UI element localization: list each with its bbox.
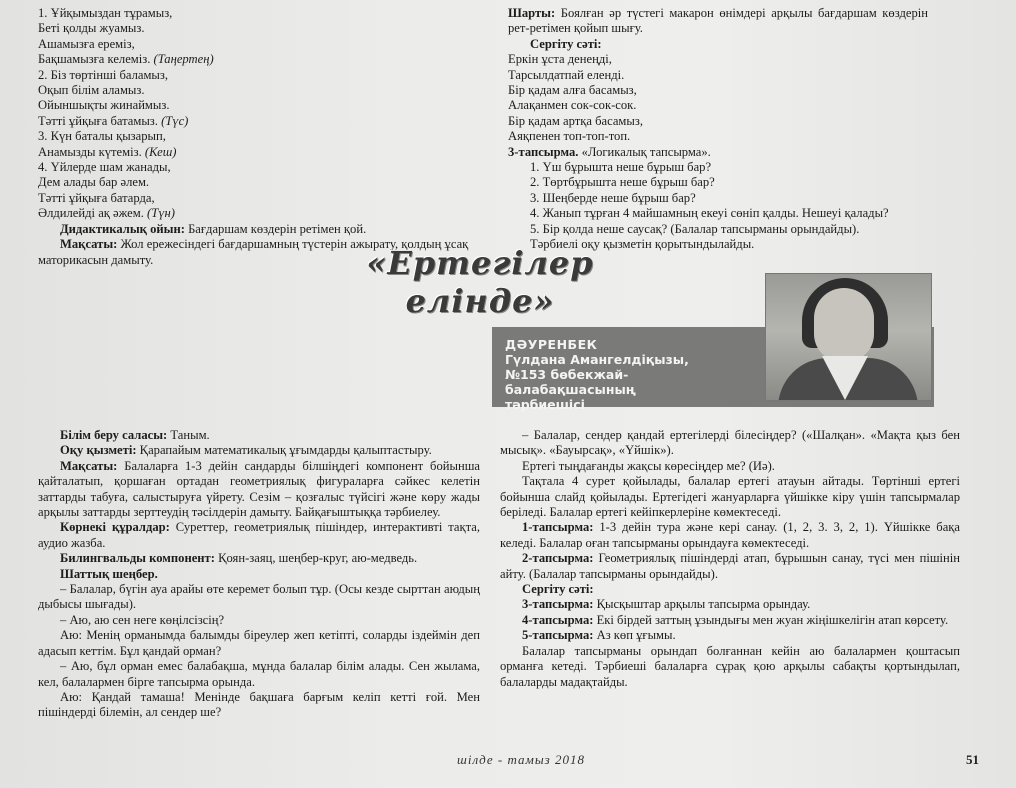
- verse-line: Бір қадам артқа басамыз,: [508, 113, 643, 128]
- magazine-issue: шілде - тамыз 2018: [457, 752, 585, 767]
- author-photo: [765, 273, 932, 401]
- poem-line: Ойыншықты жинаймыз.: [38, 98, 170, 113]
- task-5: 5-тапсырма: Аз көп ұғымы.: [522, 628, 676, 643]
- exercise-verse: [508, 52, 928, 144]
- goals: Мақсаты: Балаларға 1-3 дейін сандарды білшіңдегі компонент бойынша қайталатып, қоршаған ортадан геометриялық фигураларға сәйкес келетін заттарды табуға, салыстыруға үйрету. Сезім – қозғалыс түйсігі және көру жады арқылы заттарды зерттеудің тәсілдерін дамыту. Байқағыштыққа тәрбиелеу.: [38, 458, 480, 520]
- task-1: 1-тапсырма: 1-3 дейін тура және кері санау. (1, 2, 3. 3, 2, 1). Үйшікке бақа келеді. Балалар оған тапсырманы орындауға көмектеседі.: [500, 520, 960, 550]
- question-item: 1. Үш бұрышта неше бұрыш бар?: [530, 160, 712, 175]
- page-number: 51: [966, 752, 979, 767]
- final-paragraph: Балалар тапсырманы орындап болғаннан кейін аю балалармен қоштасып орманға кетеді. Тәрбиеші балаларға сұрақ қою арқылы сабақты қортындылап, балаларды мадақтайды.: [500, 643, 960, 689]
- top-right-column: [508, 6, 928, 253]
- question-item: 4. Жанып тұрған 4 майшамның екеуі сөніп қалды. Нешеуі қалады?: [530, 206, 889, 221]
- poem-line: Тәтті ұйқыға батарда,: [38, 190, 155, 205]
- poem-line: 3. Күн баталы қызарып,: [38, 129, 166, 144]
- dialog-line: Аю: Менің орманымда балымды біреулер жеп кетіпті, соларды іздеймін деп адасып кеттім. Бұл қандай орман?: [38, 628, 480, 658]
- logic-questions: [508, 160, 928, 237]
- sergitu-heading-2: Сергіту сәті:: [522, 582, 594, 597]
- sergitu-heading: Сергіту сәті:: [530, 36, 602, 51]
- circle-heading: Шаттық шеңбер.: [60, 566, 158, 581]
- paragraph-3: Тақтала 4 сурет қойылады, балалар ертегі атауын айтады. Төртінші ертегі бойынша слайд қойылады. Ертегідегі жануарларға үйшікке кіру үшін тапсырмалар беріледі. Балалар ертегі кейіпкерлеріне көмектеседі.: [500, 474, 960, 520]
- poem-line: Ашамызға ереміз,: [38, 36, 135, 51]
- question-item: 5. Бір қолда неше саусақ? (Балалар тапсырманы орындайды).: [530, 221, 860, 236]
- author-org-line1: №153 бөбекжай-: [505, 367, 629, 382]
- bottom-right-column: [500, 428, 960, 690]
- dialog-line: – Балалар, бүгін ауа арайы өте керемет болып тұр. (Осы кезде сырттан аюдың дыбысы шығады).: [38, 582, 480, 612]
- game-condition: Шарты: Боялған әр түстегі макарон өнімдері арқылы бағдаршам көздерін рет-ретімен қойып шығу.: [508, 6, 928, 36]
- didactic-goal: Мақсаты: Жол ережесіндегі бағдаршамның түстерін ажырату, қолдың ұсақ маторикасын дамыту.: [38, 237, 469, 267]
- poem-note: (Кеш): [141, 144, 177, 159]
- poem-line: 1. Ұйқымыздан тұрамыз,: [38, 6, 173, 20]
- author-surname: ДӘУРЕНБЕК: [505, 337, 598, 352]
- equipment: Көрнекі құралдар: Суреттер, геометриялық пішіндер, интерактивті тақта, аудио жазба.: [38, 520, 480, 550]
- task-4: 4-тапсырма: Екі бірдей заттың ұзындығы мен жуан жіңішкелігін атап көрсету.: [522, 612, 949, 627]
- author-role: тәрбиешісі: [505, 397, 585, 412]
- poem-note: (Таңертең): [150, 52, 214, 67]
- dialog-line: Аю: Қандай тамаша! Менінде бақшаға барғым келіп кетті ғой. Мен пішіндерді білемін, ал сендер ше?: [38, 689, 480, 720]
- task3-heading: 3-тапсырма. «Логикалық тапсырма».: [508, 144, 711, 159]
- bilingual: Билингвальды компонент: Қоян-заяц, шеңбер-круг, аю-медведь.: [60, 551, 418, 566]
- verse-line: Бір қадам алға басамыз,: [508, 83, 637, 98]
- poem-line: Бақшамызға келеміз. (Таңертең): [38, 52, 214, 67]
- paragraph-2: Ертегі тыңдағанды жақсы көресіңдер ме? (Иә).: [522, 458, 775, 473]
- didactic-game: Дидактикалық ойын: Бағдаршам көздерін ретімен қой.: [60, 221, 367, 236]
- poem-line: 2. Біз төртінші баламыз,: [38, 67, 169, 82]
- verse-line: Аяқпенен топ-топ-топ.: [508, 129, 631, 144]
- poem-line: Әлдилейді ақ әжем. (Түн): [38, 206, 175, 221]
- question-item: 3. Шеңберде неше бұрыш бар?: [530, 190, 696, 205]
- task-2: 2-тапсырма: Геометриялық пішіндерді атап, бұрышын санау, түсі мен пішінін айту. (Балалар тапсырманы орындайды).: [500, 551, 960, 581]
- poem-line: Оқып білім аламыз.: [38, 83, 145, 98]
- top-left-column: [38, 6, 478, 268]
- dialog-line: – Аю, аю сен неге көңілсізсің?: [60, 612, 225, 627]
- poem-line: Дем алады бар әлем.: [38, 175, 150, 190]
- edu-field: Білім беру саласы: Таным.: [60, 428, 210, 442]
- closing-line: Тәрбиелі оқу қызметін қорытындылайды.: [530, 237, 755, 252]
- poem-note: (Түс): [157, 113, 189, 128]
- activity: Оқу қызметі: Қарапайым математикалық ұғымдарды қалыптастыру.: [60, 443, 432, 458]
- article-title: «Ертегілер елінде»: [366, 244, 594, 320]
- poem-line: 4. Үйлерде шам жанады,: [38, 160, 171, 175]
- poem-line: Беті қолды жуамыз.: [38, 21, 145, 36]
- dialog-line: – Аю, бұл орман емес балабақша, мұнда балалар білім алады. Сен жылама, кел, балалармен бірге тапсырма орында.: [38, 659, 480, 689]
- bottom-left-column: [38, 428, 480, 721]
- dialog: [38, 582, 480, 721]
- author-org-line2: балабақшасының: [505, 382, 636, 397]
- poem: [38, 6, 478, 222]
- paragraph-1: – Балалар, сендер қандай ертегілерді білесіңдер? («Шалқан». «Мақта қыз бен мысық». «Бауырсақ», «Үйшік»).: [500, 428, 960, 458]
- verse-line: Тарсылдатпай еленді.: [508, 67, 625, 82]
- author-info: [505, 337, 755, 412]
- question-item: 2. Төртбұрышта неше бұрыш бар?: [530, 175, 715, 190]
- verse-line: Еркін ұста денеңді,: [508, 52, 612, 67]
- verse-line: Алақанмен сок-сок-сок.: [508, 98, 637, 113]
- task-3: 3-тапсырма: Қысқыштар арқылы тапсырма орындау.: [522, 597, 811, 612]
- photo-face: [814, 288, 874, 362]
- poem-line: Анамызды күтеміз. (Кеш): [38, 144, 177, 159]
- poem-line: Тәтті ұйқыға батамыз. (Түс): [38, 113, 189, 128]
- poem-note: (Түн): [143, 206, 175, 221]
- author-name: Гүлдана Амангелдіқызы,: [505, 352, 689, 367]
